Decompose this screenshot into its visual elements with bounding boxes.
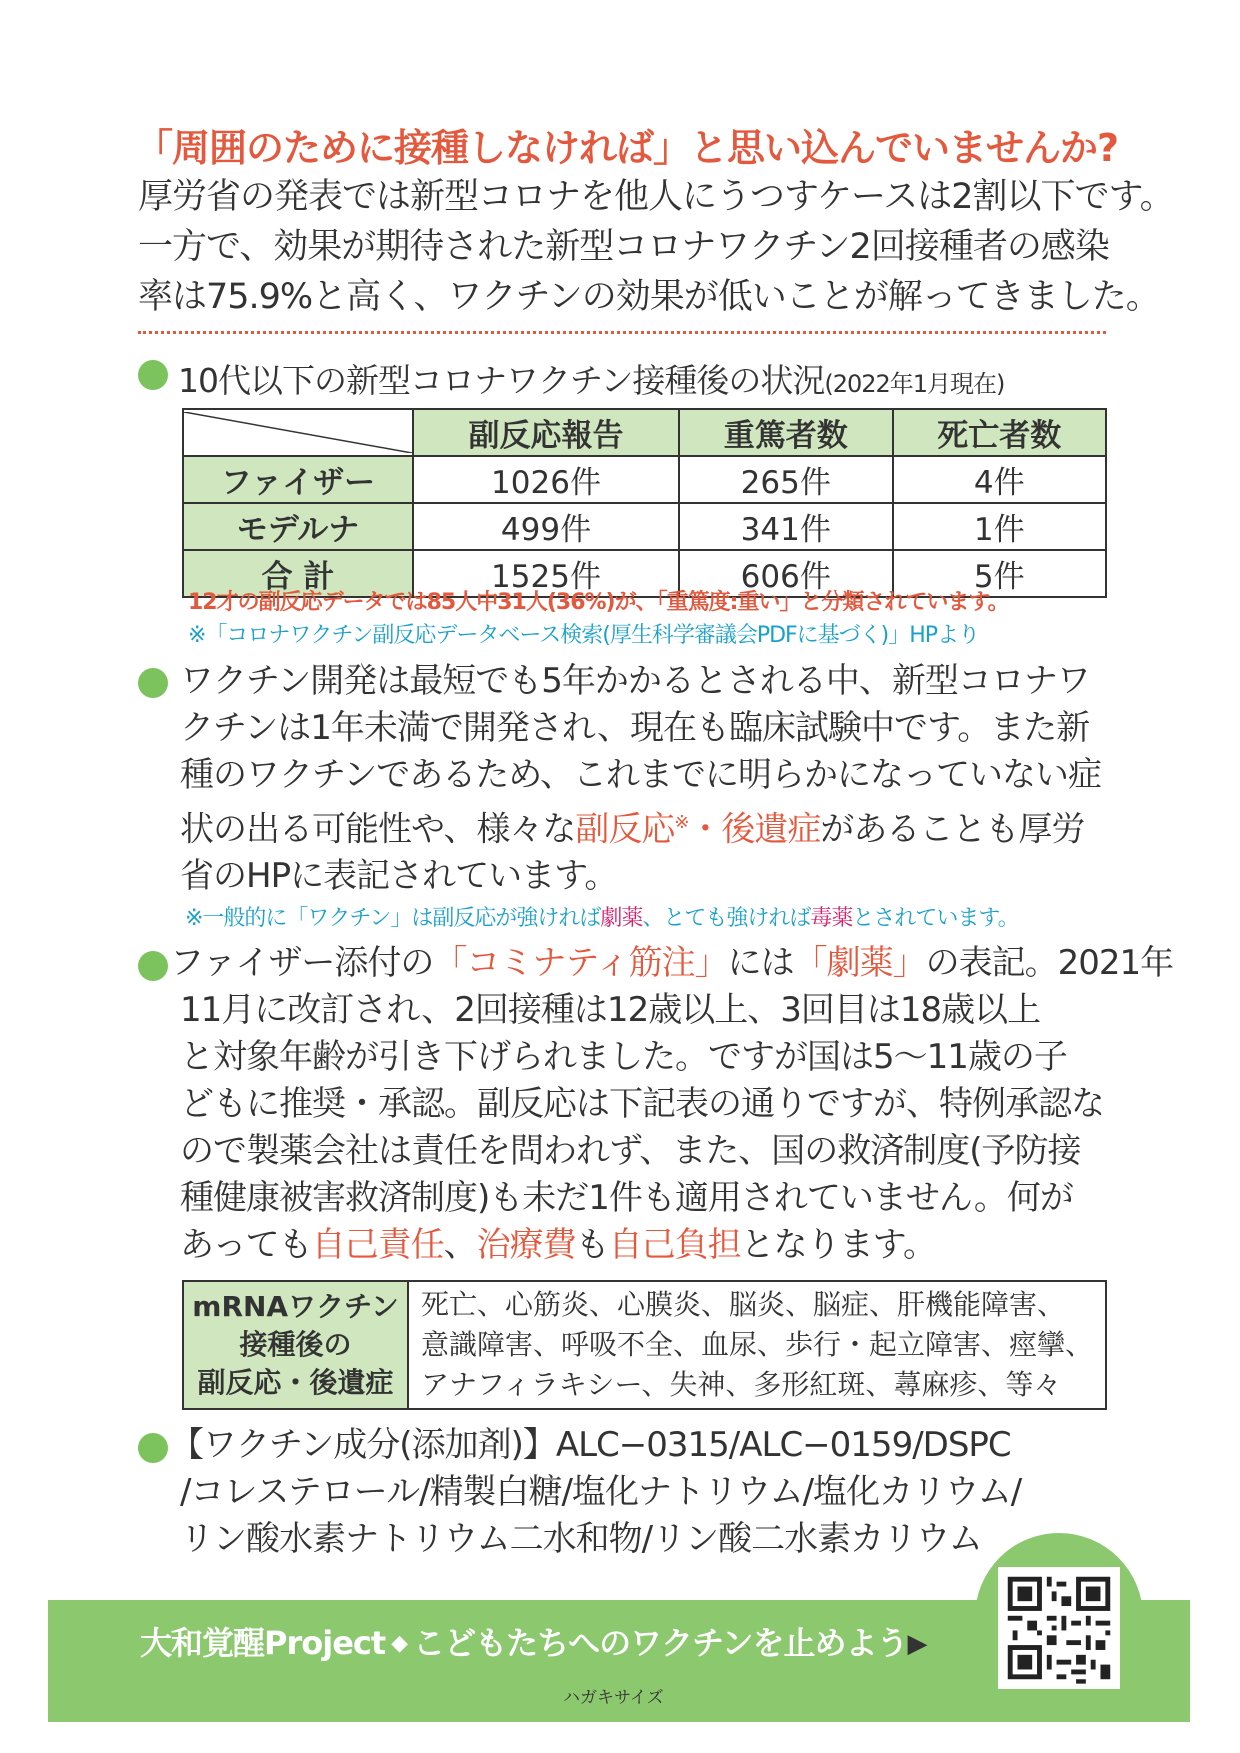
green-bullet-icon [138, 951, 168, 981]
row-label-pfizer: ファイザー [183, 456, 413, 503]
table-cell: 1026件 [413, 456, 679, 503]
slogan-text: こどもたちへのワクチンを止めよう [413, 1624, 908, 1662]
text-span: 状の出る可能性や、様々な [180, 809, 576, 850]
table-cell: 341件 [679, 503, 892, 550]
section3-line [170, 1222, 1173, 1269]
text-span: ・ [688, 809, 722, 850]
dotted-divider [138, 331, 1106, 334]
text-span: あっても [180, 1225, 312, 1265]
table-cell: 1525件 [413, 550, 679, 597]
intro-paragraph [138, 172, 1174, 322]
ingredients-line: /コレステロール/精製白糖/塩化ナトリウム/塩化カリウム/ [180, 1472, 1022, 1512]
section2-line: クチンは1年未満で開発され、現在も臨床試験中です。また新 [180, 708, 1090, 748]
row-label-moderna: モデルナ [183, 503, 413, 550]
section3-line: と対象年齢が引き下げられました。ですが国は5〜11歳の子 [180, 1037, 1067, 1077]
highlight-powerful-drug: 劇薬 [600, 906, 643, 931]
text-span: となります。 [740, 1225, 936, 1265]
intro-line: 率は75.9%と高く、ワクチンの効果が低いことが解ってきました。 [138, 277, 1160, 317]
section3-paragraph [170, 940, 1173, 1269]
col-header-deaths: 死亡者数 [893, 409, 1107, 456]
highlight-self-responsibility: 自己責任 [311, 1225, 444, 1265]
highlight-treatment-cost: 治療費 [476, 1225, 576, 1265]
ingredients-paragraph [170, 1422, 1021, 1563]
side-effects-table [182, 1280, 1107, 1410]
section1-title [178, 355, 1004, 402]
diamond-icon: ◆ [391, 1631, 408, 1656]
text-span: 、 [443, 1225, 477, 1265]
side-effects-label [183, 1281, 408, 1409]
text-span: があることも厚労 [820, 809, 1085, 850]
section3-line [170, 940, 1173, 987]
list-item: 死亡、心筋炎、心膜炎、脳炎、脳症、肝機能障害、 [420, 1288, 1065, 1321]
footnote-mark: ※ [674, 812, 689, 833]
col-header-severe: 重篤者数 [679, 409, 892, 456]
section2-paragraph [180, 658, 1101, 900]
table-row [183, 456, 1106, 503]
table-corner-cell [183, 409, 413, 456]
green-bullet-icon [138, 1433, 168, 1463]
text-span: ファイザー添付の [170, 943, 434, 983]
green-bullet-icon [138, 668, 168, 698]
postcard-size-label: ハガキサイズ [563, 1688, 664, 1708]
table-cell: 265件 [679, 456, 892, 503]
text-span: とされています。 [852, 906, 1019, 931]
section2-line [180, 799, 1101, 853]
note-12yo-data: 12才の副反応データでは85人中31人(36%)が、「重篤度:重い」と分類されています。 [188, 590, 1009, 615]
ingredients-line: リン酸水素ナトリウム二水和物/リン酸二水素カリウム [180, 1519, 982, 1559]
table-cell: 5件 [893, 550, 1107, 597]
text-span: ※一般的に「ワクチン」は副反応が強ければ [185, 906, 601, 931]
text-span: も [575, 1225, 609, 1265]
text-span: には [727, 943, 794, 983]
list-item: アナフィラキシー、失神、多形紅斑、蕁麻疹、等々 [420, 1368, 1062, 1401]
section3-line: どもに推奨・承認。副反応は下記表の通りですが、特例承認な [180, 1084, 1104, 1124]
section1-title-text: 10代以下の新型コロナワクチン接種後の状況 [178, 361, 825, 400]
label-line: 接種後の [239, 1328, 352, 1361]
footer-slogan [140, 1618, 927, 1664]
table-cell: 4件 [893, 456, 1107, 503]
vaccine-stats-table [182, 408, 1107, 598]
row-label-total: 合 計 [183, 550, 413, 597]
highlight-side-effects: 副反応 [575, 809, 675, 850]
green-bullet-icon [138, 360, 168, 390]
table-row [183, 503, 1106, 550]
ingredients-line: 【ワクチン成分(添加剤)】ALC−0315/ALC−0159/DSPC [170, 1425, 1011, 1465]
label-line: 副反応・後遺症 [197, 1366, 394, 1399]
highlight-comirnaty: 「コミナティ筋注」 [433, 943, 728, 983]
section3-line: 種健康被害救済制度)も未だ1件も適用されていません。何が [180, 1178, 1073, 1218]
label-line: mRNAワクチン [192, 1290, 399, 1323]
text-span: の表記。2021年 [925, 943, 1174, 983]
section2-line: 省のHPに表記されています。 [180, 856, 618, 897]
section3-line: 11月に改訂され、2回接種は12歳以上、3回目は18歳以上 [180, 990, 1041, 1030]
col-header-reports: 副反応報告 [413, 409, 679, 456]
highlight-after-effects: 後遺症 [721, 809, 821, 850]
table-cell: 1件 [893, 503, 1107, 550]
highlight-poison: 毒薬 [810, 906, 853, 931]
qr-code-box[interactable] [998, 1567, 1120, 1689]
intro-line: 厚労省の発表では新型コロナを他人にうつすケースは2割以下です。 [138, 177, 1174, 217]
highlight-self-pay: 自己負担 [608, 1225, 741, 1265]
diagonal-line-icon [184, 412, 412, 453]
headline: 「周囲のために接種しなければ」と思い込んでいませんか? [135, 126, 1119, 170]
section2-line: 種のワクチンであるため、これまでに明らかになっていない症 [180, 755, 1101, 795]
section2-line: ワクチン開発は最短でも5年かかるとされる中、新型コロナワ [180, 661, 1090, 701]
intro-line: 一方で、効果が期待された新型コロナワクチン2回接種者の感染 [138, 227, 1109, 267]
project-name: 大和覚醒Project [140, 1624, 386, 1662]
note-vaccine-definition [185, 901, 1019, 932]
section1-date: (2022年1月現在) [824, 370, 1005, 398]
table-row [183, 1281, 1106, 1409]
note-source: ※「コロナワクチン副反応データベース検索(厚生科学審議会PDFに基づく)」HPより [188, 623, 980, 648]
section3-line: ので製薬会社は責任を問われず、また、国の救済制度(予防接 [180, 1131, 1081, 1171]
table-header-row [183, 409, 1106, 456]
list-item: 意識障害、呼吸不全、血尿、歩行・起立障害、痙攣、 [420, 1328, 1093, 1361]
table-cell: 499件 [413, 503, 679, 550]
text-span: 、とても強ければ [642, 906, 811, 931]
highlight-powerful-drug: 「劇薬」 [793, 943, 926, 983]
side-effects-list [408, 1281, 1106, 1409]
qr-code-icon[interactable] [998, 1567, 1120, 1689]
arrow-right-icon: ▶ [907, 1629, 927, 1659]
table-cell: 606件 [679, 550, 892, 597]
